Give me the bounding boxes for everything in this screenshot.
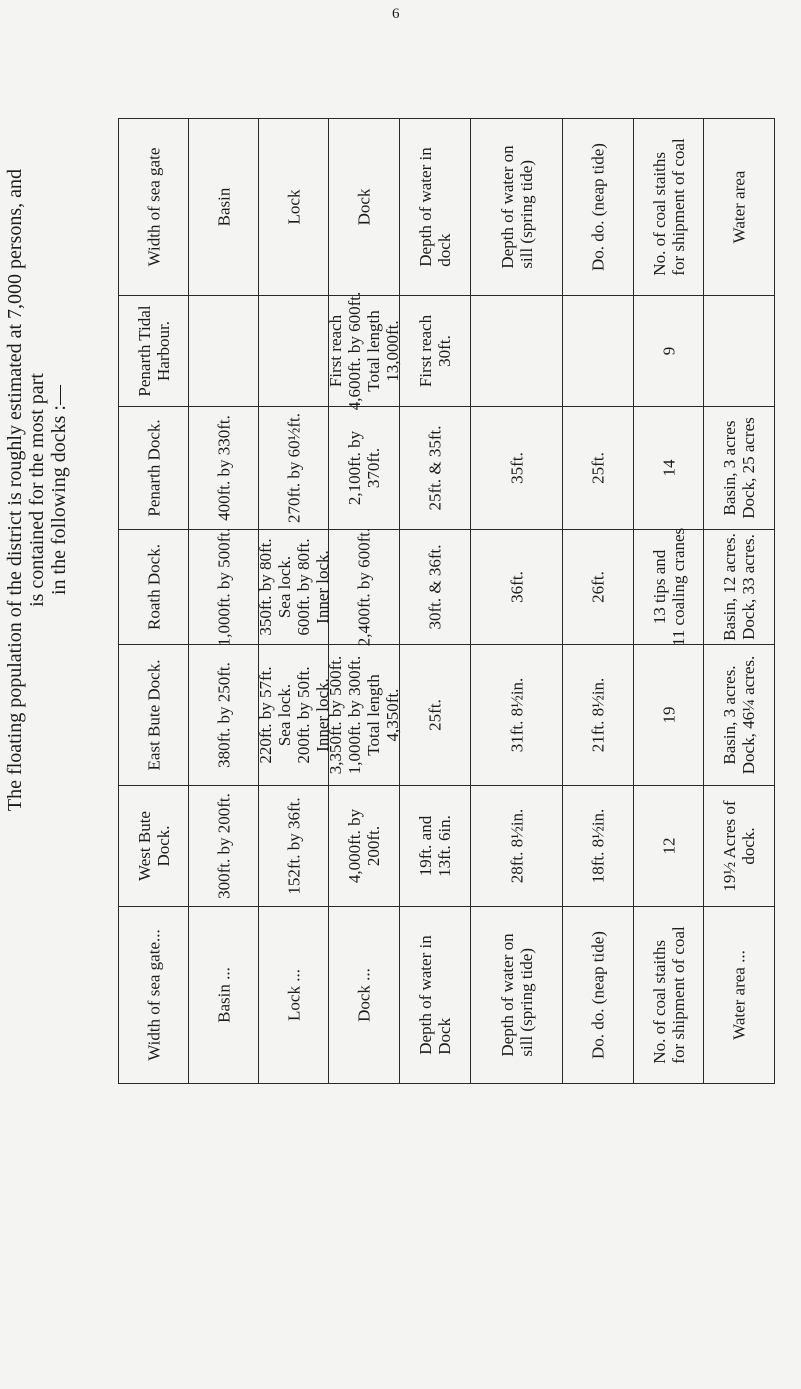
dock-value-cell — [189, 296, 259, 407]
dock-value-text: 350ft. by 80ft. — [255, 538, 275, 636]
dock-value-text: 25ft. — [425, 699, 445, 731]
dock-value-text: 400ft. by 330ft. — [214, 415, 233, 521]
dock-value-text: Total length — [364, 674, 383, 756]
row-label-cell — [329, 119, 400, 296]
dock-value-text: 31ft. 8½in. — [507, 677, 526, 753]
dock-value-text: 4,350ft. — [383, 688, 402, 742]
row-label-bottom-text: Do. do. (neap tide) — [588, 931, 608, 1059]
dock-value-cell — [634, 786, 704, 907]
row-label-text: for shipment of coal — [668, 138, 688, 276]
dock-value-cell — [259, 786, 329, 907]
dock-value-cell — [189, 645, 259, 786]
dock-value-text: 19 — [659, 706, 678, 724]
dock-value-text: 36ft. — [507, 571, 526, 603]
row-label-cell — [119, 119, 189, 296]
dock-name-text: Roath Dock. — [144, 544, 163, 630]
row-label-bottom-cell — [563, 907, 634, 1084]
dock-value-cell — [255, 530, 332, 645]
row-label-cell — [400, 119, 471, 296]
dock-value-text: 1,000ft. by 300ft. — [345, 655, 364, 775]
row-label-bottom-text: sill (spring tide) — [516, 948, 536, 1057]
dock-value-cell — [471, 530, 563, 645]
dock-value-cell — [704, 296, 775, 407]
row-label-bottom-text: Dock — [435, 1017, 454, 1055]
docks-table — [118, 118, 775, 1084]
dock-value-text: Dock, 25 acres — [739, 417, 758, 519]
row-label-cell — [471, 119, 563, 296]
dock-value-text: 200ft. — [364, 825, 383, 867]
dock-value-cell — [634, 407, 704, 530]
dock-value-text: First reach — [416, 314, 435, 388]
dock-value-cell — [189, 786, 259, 907]
row-label-bottom-cell — [189, 907, 259, 1084]
dock-row — [119, 786, 775, 907]
dock-value-text: 30ft. — [435, 335, 454, 367]
dock-value-text: Sea lock. — [274, 555, 294, 619]
dock-value-text: 600ft. by 80ft. — [293, 538, 313, 636]
dock-name-cell — [119, 786, 189, 907]
dock-value-text: 2,100ft. by — [345, 430, 364, 506]
dock-name-text: Dock. — [153, 825, 173, 867]
row-label-bottom-text: Basin ... — [214, 967, 233, 1023]
dock-value-cell — [563, 407, 634, 530]
intro-line: in the following docks :— — [48, 385, 70, 595]
dock-row — [119, 296, 775, 407]
dock-row — [119, 407, 775, 530]
dock-name-cell — [119, 530, 189, 645]
dock-value-text: 1,000ft. by 500ft. — [214, 527, 233, 647]
dock-value-text: 30ft. & 36ft. — [425, 544, 445, 630]
row-label-cell — [634, 119, 704, 296]
dock-row — [119, 530, 775, 645]
dock-value-cell — [255, 645, 332, 786]
row-label-bottom-text: Depth of water on — [497, 933, 517, 1057]
row-label-bottom-cell — [704, 907, 775, 1084]
dock-value-text: Basin, 3 acres — [720, 420, 739, 516]
dock-value-text: 13ft. 6in. — [435, 815, 454, 877]
dock-value-text: 9 — [659, 346, 678, 356]
dock-value-cell — [563, 786, 634, 907]
dock-value-text: Dock, 33 acres. — [739, 534, 758, 640]
row-label-cell — [704, 119, 775, 296]
dock-value-text: 13,000ft. — [383, 320, 402, 382]
row-label-text: Do. do. (neap tide) — [588, 143, 608, 271]
dock-value-text: 35ft. — [507, 452, 526, 484]
dock-value-text: 21ft. 8½in. — [588, 677, 608, 753]
dock-value-cell — [704, 407, 775, 530]
dock-value-cell — [400, 296, 471, 407]
row-label-text: Water area — [729, 170, 749, 244]
row-label-bottom-cell — [471, 907, 563, 1084]
row-label-cell — [563, 119, 634, 296]
row-label-bottom-cell — [634, 907, 704, 1084]
row-label-bottom-text: Dock ... — [354, 968, 374, 1022]
dock-value-cell — [634, 527, 704, 647]
row-label-text: dock — [435, 233, 454, 267]
dock-value-cell — [326, 645, 402, 786]
dock-value-text: 26ft. — [588, 571, 608, 603]
row-label-text: Width of sea gate — [144, 147, 163, 267]
dock-value-text: 25ft. & 35ft. — [425, 425, 445, 511]
dock-value-cell — [634, 296, 704, 407]
dock-value-cell — [704, 530, 775, 645]
row-label-bottom-text: No. of coal staiths — [649, 939, 669, 1064]
row-label-bottom-text: for shipment of coal — [668, 926, 688, 1064]
dock-value-cell — [704, 786, 775, 907]
row-label-text: Basin — [214, 187, 233, 227]
label-row — [119, 119, 775, 296]
intro-line: The floating population of the district is roughly estimated at 7,000 persons, and is contained for the most part — [4, 168, 48, 812]
dock-name-cell — [119, 645, 189, 786]
dock-value-text: 4,600ft. by 600ft. — [345, 291, 364, 411]
page-number: 6 — [392, 6, 400, 22]
dock-value-text: 200ft. by 50ft. — [293, 666, 313, 764]
dock-value-text: 3,350ft. by 500ft. — [326, 655, 345, 775]
dock-value-text: 12 — [659, 837, 678, 855]
dock-row — [119, 645, 775, 786]
row-label-text: Depth of water in — [416, 147, 435, 267]
row-label-bottom-cell — [259, 907, 329, 1084]
row-label-cell — [189, 119, 259, 296]
row-label-bottom-text: Depth of water in — [416, 935, 435, 1055]
dock-value-cell — [259, 296, 329, 407]
dock-value-text: First reach — [326, 314, 345, 388]
row-label-bottom-cell — [400, 907, 471, 1084]
dock-value-text: 11 coaling cranes — [668, 527, 688, 647]
row-label-text: Depth of water on — [497, 145, 517, 269]
dock-name-cell — [119, 296, 189, 407]
dock-value-text: 25ft. — [588, 452, 608, 484]
row-label-bottom-cell — [119, 907, 189, 1084]
dock-value-cell — [563, 530, 634, 645]
row-label-text: sill (spring tide) — [516, 160, 536, 269]
dock-name-text: East Bute Dock. — [144, 659, 163, 771]
dock-name-text: West Bute — [134, 811, 154, 881]
dock-value-cell — [563, 296, 634, 407]
dock-value-text: 4,000ft. by — [345, 808, 364, 884]
dock-value-text: 370ft. — [364, 447, 383, 489]
dock-value-cell — [471, 786, 563, 907]
row-label-bottom-text: Width of sea gate... — [144, 929, 163, 1061]
dock-name-text: Penarth Dock. — [144, 419, 163, 517]
row-label-bottom-text: Lock ... — [284, 969, 303, 1021]
dock-value-cell — [329, 527, 400, 647]
row-label-text: Dock — [354, 188, 374, 226]
dock-value-text: 2,400ft. by 600ft. — [354, 527, 374, 647]
dock-value-text: Basin, 12 acres. — [720, 533, 739, 641]
dock-value-text: 19½ Acres of — [720, 800, 739, 892]
dock-value-cell — [471, 407, 563, 530]
dock-value-text: 13 tips and — [649, 549, 669, 625]
intro-text — [4, 160, 124, 820]
dock-value-cell — [634, 645, 704, 786]
dock-value-cell — [326, 291, 402, 411]
dock-value-cell — [471, 645, 563, 786]
dock-value-cell — [400, 645, 471, 786]
dock-value-cell — [329, 786, 400, 907]
dock-value-cell — [400, 530, 471, 645]
dock-value-text: 152ft. by 36ft. — [284, 797, 303, 895]
dock-value-cell — [400, 786, 471, 907]
dock-value-text: dock. — [739, 827, 758, 865]
row-label-cell — [259, 119, 329, 296]
dock-value-text: Basin, 3 acres. — [720, 665, 739, 765]
dock-value-text: 380ft. by 250ft. — [214, 662, 233, 768]
dock-value-cell — [400, 407, 471, 530]
dock-value-cell — [471, 296, 563, 407]
dock-value-text: Inner lock. — [312, 678, 332, 752]
dock-value-text: 14 — [659, 459, 678, 477]
dock-value-cell — [259, 407, 329, 530]
dock-name-text: Penarth Tidal — [134, 305, 154, 397]
dock-value-text: 220ft. by 57ft. — [255, 666, 275, 764]
label-row-bottom — [119, 907, 775, 1084]
dock-value-cell — [563, 645, 634, 786]
row-label-text: No. of coal staiths — [649, 151, 669, 276]
dock-value-text: Dock, 46¼ acres. — [739, 655, 758, 775]
dock-value-text: 18ft. 8½in. — [588, 808, 608, 884]
dock-value-text: 28ft. 8½in. — [507, 808, 526, 884]
dock-value-cell — [704, 645, 775, 786]
dock-value-text: Sea lock. — [274, 683, 294, 747]
dock-value-cell — [329, 407, 400, 530]
row-label-bottom-text: Water area ... — [729, 950, 749, 1040]
dock-value-text: Total length — [364, 310, 383, 392]
row-label-text: Lock — [284, 189, 303, 225]
dock-name-cell — [119, 407, 189, 530]
dock-value-cell — [189, 527, 259, 647]
dock-value-cell — [189, 407, 259, 530]
row-label-bottom-cell — [329, 907, 400, 1084]
dock-value-text: Inner lock. — [312, 550, 332, 624]
dock-value-text: 19ft. and — [416, 815, 435, 877]
dock-value-text: 300ft. by 200ft. — [214, 793, 233, 899]
dock-value-text: 270ft. by 60½ft. — [284, 412, 303, 524]
dock-name-text: Harbour. — [153, 321, 173, 381]
